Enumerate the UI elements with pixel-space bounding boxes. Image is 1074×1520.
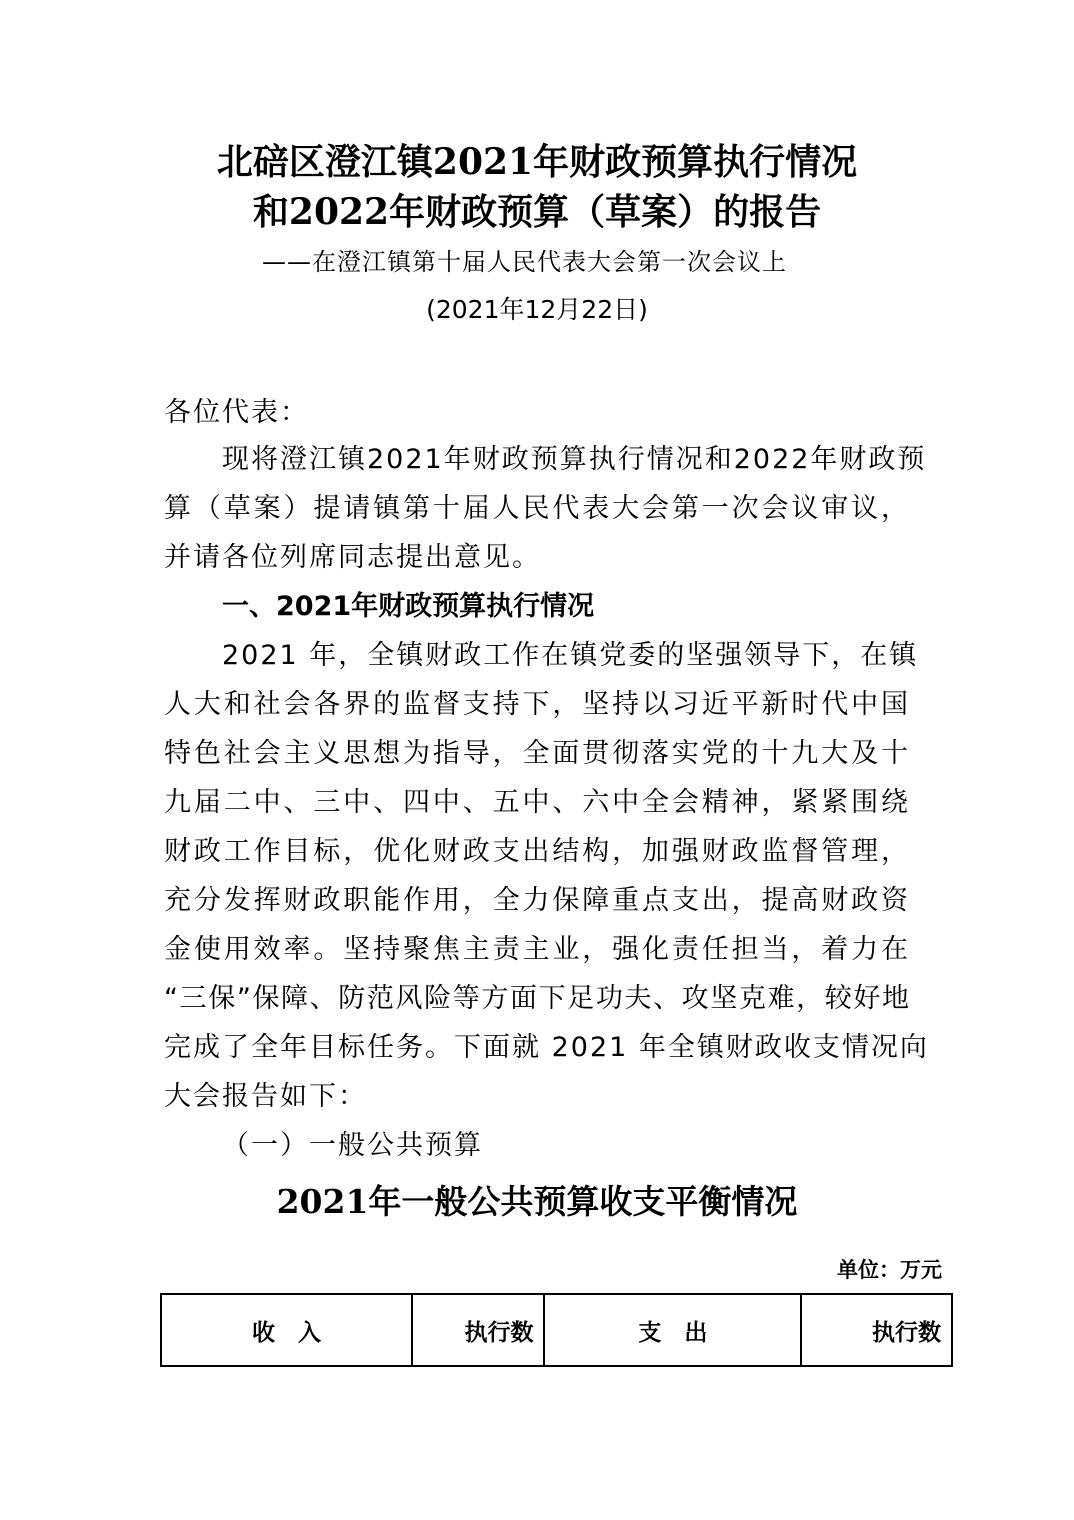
unit-label: 单位：万元: [837, 1258, 942, 1282]
paragraph-line-10: 大会报告如下：: [164, 1081, 367, 1112]
subsection-heading: （一）一般公共预算: [222, 1130, 483, 1161]
paragraph-line-9: 完成了全年目标任务。下面就 2021 年全镇财政收支情况向: [164, 1032, 929, 1063]
header-income-amount: 执行数: [412, 1294, 545, 1366]
paragraph-line-7: 金使用效率。坚持聚焦主责主业，强化责任担当，着力在: [164, 934, 910, 965]
salutation: 各位代表：: [164, 397, 309, 428]
table-title: 2021年一般公共预算收支平衡情况: [276, 1182, 798, 1221]
paragraph-line-6: 充分发挥财政职能作用，全力保障重点支出，提高财政资: [164, 885, 910, 916]
section-heading: 一、2021年财政预算执行情况: [222, 591, 595, 622]
report-subtitle: ——在澄江镇第十届人民代表大会第一次会议上: [262, 248, 787, 276]
intro-line-3: 并请各位列席同志提出意见。: [164, 542, 541, 573]
table-header-row: [161, 1294, 952, 1366]
paragraph-line-2: 人大和社会各界的监督支持下，坚持以习近平新时代中国: [164, 689, 910, 720]
intro-line-2: 算（草案）提请镇第十届人民代表大会第一次会议审议，: [164, 493, 910, 524]
paragraph-line-3: 特色社会主义思想为指导，全面贯彻落实党的十九大及十: [164, 738, 910, 769]
paragraph-line-5: 财政工作目标，优化财政支出结构，加强财政监督管理，: [164, 836, 910, 867]
report-title-line-1: 北碚区澄江镇2021年财政预算执行情况: [216, 141, 858, 183]
header-expenditure: 支 出: [544, 1294, 801, 1366]
budget-table: [160, 1293, 953, 1367]
report-date: (2021年12月22日): [426, 295, 648, 324]
paragraph-line-4: 九届二中、三中、四中、五中、六中全会精神，紧紧围绕: [164, 787, 910, 818]
header-expenditure-amount: 执行数: [801, 1294, 952, 1366]
header-income: 收 入: [161, 1294, 412, 1366]
paragraph-line-1: 2021 年，全镇财政工作在镇党委的坚强领导下，在镇: [222, 640, 919, 671]
intro-line-1: 现将澄江镇2021年财政预算执行情况和2022年财政预: [222, 444, 927, 475]
paragraph-line-8: “三保”保障、防范风险等方面下足功夫、攻坚克难，较好地: [164, 983, 910, 1014]
report-title-line-2: 和2022年财政预算（草案）的报告: [252, 191, 822, 233]
